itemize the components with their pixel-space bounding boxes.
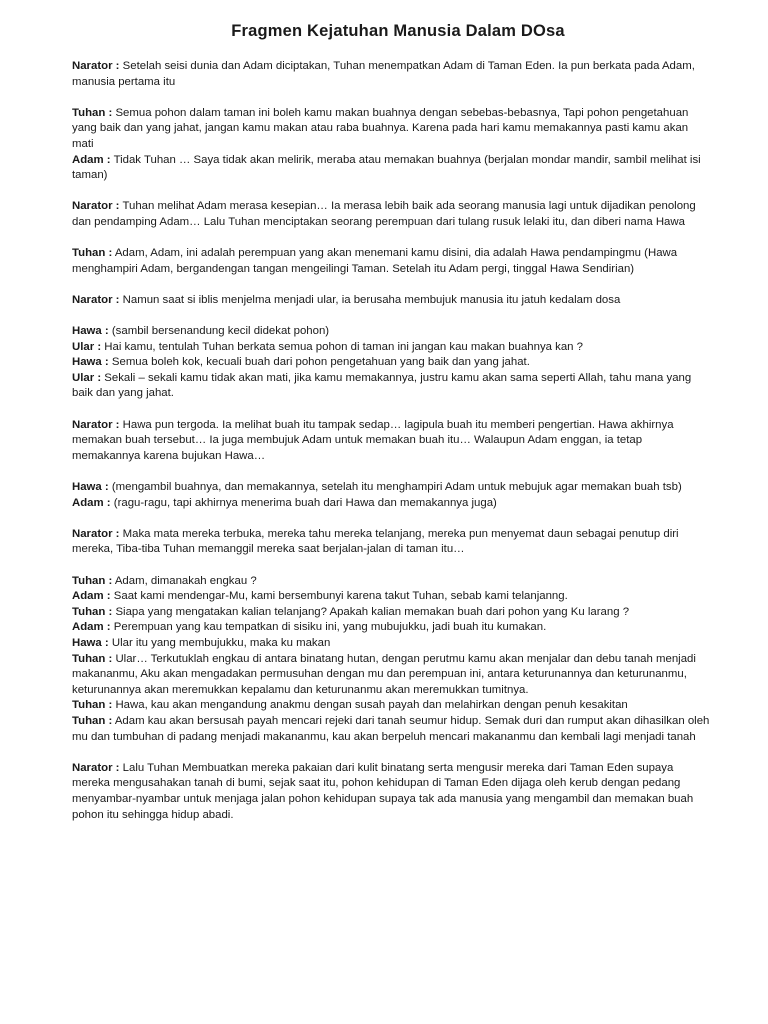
dialogue-line: [72, 527, 710, 558]
dialogue-block: [72, 59, 710, 90]
dialogue-line: [72, 480, 710, 496]
dialogue-line: [72, 605, 710, 621]
dialogue-text: Setelah seisi dunia dan Adam diciptakan, Tuhan menempatkan Adam di Taman Eden. Ia pun berkata pada Adam, manusia pertama itu: [72, 60, 695, 88]
dialogue-block: [72, 761, 710, 823]
dialogue-block: [72, 199, 710, 230]
dialogue-line: [72, 106, 710, 153]
dialogue-text: Ular itu yang membujukku, maka ku makan: [108, 636, 331, 649]
document-title: Fragmen Kejatuhan Manusia Dalam DOsa: [231, 22, 565, 40]
speaker-label: Narator :: [72, 418, 120, 431]
speaker-label: Narator :: [72, 527, 120, 540]
speaker-label: Tuhan :: [72, 652, 113, 665]
dialogue-text: Tidak Tuhan … Saya tidak akan melirik, meraba atau memakan buahnya (berjalan mondar mandir, sambil melihat isi taman): [72, 153, 701, 182]
speaker-label: Hawa :: [72, 356, 109, 369]
dialogue-text: Semua pohon dalam taman ini boleh kamu makan buahnya dengan sebebas-bebasnya, Tapi pohon pengetahuan yang baik dan yang jahat, jangan kamu makan atau raba buahnya. Karena pada hari kamu memakannya pasti kamu akan mati: [72, 106, 689, 150]
dialogue-line: [72, 340, 710, 356]
dialogue-line: [72, 761, 710, 823]
dialogue-text: Adam, dimanakah engkau ?: [112, 574, 257, 587]
speaker-label: Tuhan :: [72, 574, 113, 587]
dialogue-text: Hawa pun tergoda. Ia melihat buah itu tampak sedap… lagipula buah itu memberi pengertian. Hawa akhirnya memakan buah tersebut… Ia juga membujuk Adam untuk memakan buah itu… Walaupun Adam enggan, ia tetap memakannya karena bujukan Hawa…: [72, 418, 674, 462]
dialogue-line: [72, 371, 710, 402]
dialogue-text: Siapa yang mengatakan kalian telanjang? Apakah kalian memakan buah dari pohon yang Ku larang ?: [112, 605, 630, 618]
dialogue-line: [72, 698, 710, 714]
dialogue-block: [72, 574, 710, 746]
dialogue-text: Hai kamu, tentulah Tuhan berkata semua pohon di taman ini jangan kau makan buahnya kan ?: [101, 340, 584, 353]
dialogue-line: [72, 418, 710, 465]
script-body: [72, 59, 710, 823]
dialogue-text: Sekali – sekali kamu tidak akan mati, jika kamu memakannya, justru kamu akan sama seperti Allah, tahu mana yang baik dan yang jahat.: [72, 371, 692, 400]
dialogue-text: (sambil bersenandung kecil didekat pohon): [108, 325, 330, 338]
dialogue-block: [72, 527, 710, 558]
dialogue-line: [72, 355, 710, 371]
dialogue-block: [72, 418, 710, 465]
speaker-label: Narator :: [72, 60, 120, 72]
speaker-label: Ular :: [72, 371, 102, 384]
speaker-label: Narator :: [72, 200, 120, 213]
dialogue-text: Saat kami mendengar-Mu, kami bersembunyi karena takut Tuhan, sebab kami telanjanng.: [110, 590, 568, 603]
speaker-label: Hawa :: [72, 636, 109, 649]
dialogue-text: (ragu-ragu, tapi akhirnya menerima buah dari Hawa dan memakannya juga): [110, 496, 497, 509]
dialogue-text: (mengambil buahnya, dan memakannya, setelah itu menghampiri Adam untuk mebujuk agar memakan buah tsb): [108, 481, 682, 494]
dialogue-line: [72, 153, 710, 184]
dialogue-text: Perempuan yang kau tempatkan di sisiku ini, yang mubujukku, jadi buah itu kumakan.: [110, 621, 547, 634]
speaker-label: Hawa :: [72, 481, 109, 494]
dialogue-text: Semua boleh kok, kecuali buah dari pohon pengetahuan yang baik dan yang jahat.: [108, 356, 530, 369]
speaker-label: Tuhan :: [72, 106, 113, 119]
dialogue-line: [72, 714, 710, 745]
speaker-label: Tuhan :: [72, 247, 113, 260]
speaker-label: Adam :: [72, 621, 111, 634]
dialogue-block: [72, 480, 710, 511]
dialogue-line: [72, 574, 710, 590]
speaker-label: Tuhan :: [72, 605, 113, 618]
speaker-label: Adam :: [72, 590, 111, 603]
dialogue-text: Hawa, kau akan mengandung anakmu dengan susah payah dan melahirkan dengan penuh kesakitan: [112, 699, 628, 712]
dialogue-block: [72, 106, 710, 184]
speaker-label: Tuhan :: [72, 699, 113, 712]
dialogue-line: [72, 620, 710, 636]
dialogue-line: [72, 324, 710, 340]
dialogue-text: Ular… Terkutuklah engkau di antara binatang hutan, dengan perutmu kamu akan menjalar dan debu tanah menjadi makananmu, Aku akan mengadakan permusuhan dengan mu dan perempuan ini, antara keturunannya dan keturunanmu, keturunannya akan meremukkan kepalamu dan keturunanmu akan meremukkan tumitnya.: [72, 652, 696, 696]
speaker-label: Narator :: [72, 293, 120, 306]
speaker-label: Adam :: [72, 496, 111, 509]
dialogue-text: Lalu Tuhan Membuatkan mereka pakaian dari kulit binatang serta mengusir mereka dari Taman Eden supaya mereka mengusahakan tanah di bumi, sejak saat itu, pohon kehidupan di Taman Eden dijaga oleh kerub dengan pedang menyambar-nyambar untuk menjaga jalan pohon kehidupan supaya tak ada manusia yang mengambil dan memakan buah pohon itu sehingga hidup abadi.: [72, 761, 694, 821]
dialogue-line: [72, 59, 710, 90]
dialogue-line: [72, 652, 710, 699]
dialogue-line: [72, 199, 710, 230]
dialogue-text: Adam kau akan bersusah payah mencari rejeki dari tanah seumur hidup. Semak duri dan rumput akan dihasilkan oleh mu dan tumbuhan di padang menjadi makananmu, kau akan berpeluh mencari makananmu dan kembali lagi menjadi tanah: [72, 714, 710, 743]
speaker-label: Tuhan :: [72, 714, 113, 727]
speaker-label: Hawa :: [72, 325, 109, 338]
dialogue-line: [72, 589, 710, 605]
dialogue-line: [72, 636, 710, 652]
speaker-label: Ular :: [72, 340, 102, 353]
dialogue-line: [72, 246, 710, 277]
dialogue-line: [72, 293, 710, 309]
dialogue-block: [72, 293, 710, 309]
dialogue-text: Namun saat si iblis menjelma menjadi ular, ia berusaha membujuk manusia itu jatuh kedalam dosa: [119, 293, 621, 306]
dialogue-text: Tuhan melihat Adam merasa kesepian… Ia merasa lebih baik ada seorang manusia lagi untuk dijadikan penolong dan pendamping Adam… Lalu Tuhan menciptakan seorang perempuan dari tulang rusuk lelaki itu, dan diberi nama Hawa: [72, 200, 696, 228]
dialogue-line: [72, 496, 710, 512]
dialogue-text: Maka mata mereka terbuka, mereka tahu mereka telanjang, mereka pun menyemat daun sebagai penutup diri mereka, Tiba-tiba Tuhan memanggil mereka saat berjalan-jalan di taman itu…: [72, 527, 679, 556]
dialogue-block: [72, 246, 710, 277]
dialogue-text: Adam, Adam, ini adalah perempuan yang akan menemani kamu disini, dia adalah Hawa pendampingmu (Hawa menghampiri Adam, bergandengan tangan mengeilingi Taman. Setelah itu Adam pergi, tinggal Hawa Sendirian): [72, 247, 678, 275]
dialogue-block: [72, 324, 710, 402]
speaker-label: Adam :: [72, 153, 111, 166]
speaker-label: Narator :: [72, 761, 120, 774]
